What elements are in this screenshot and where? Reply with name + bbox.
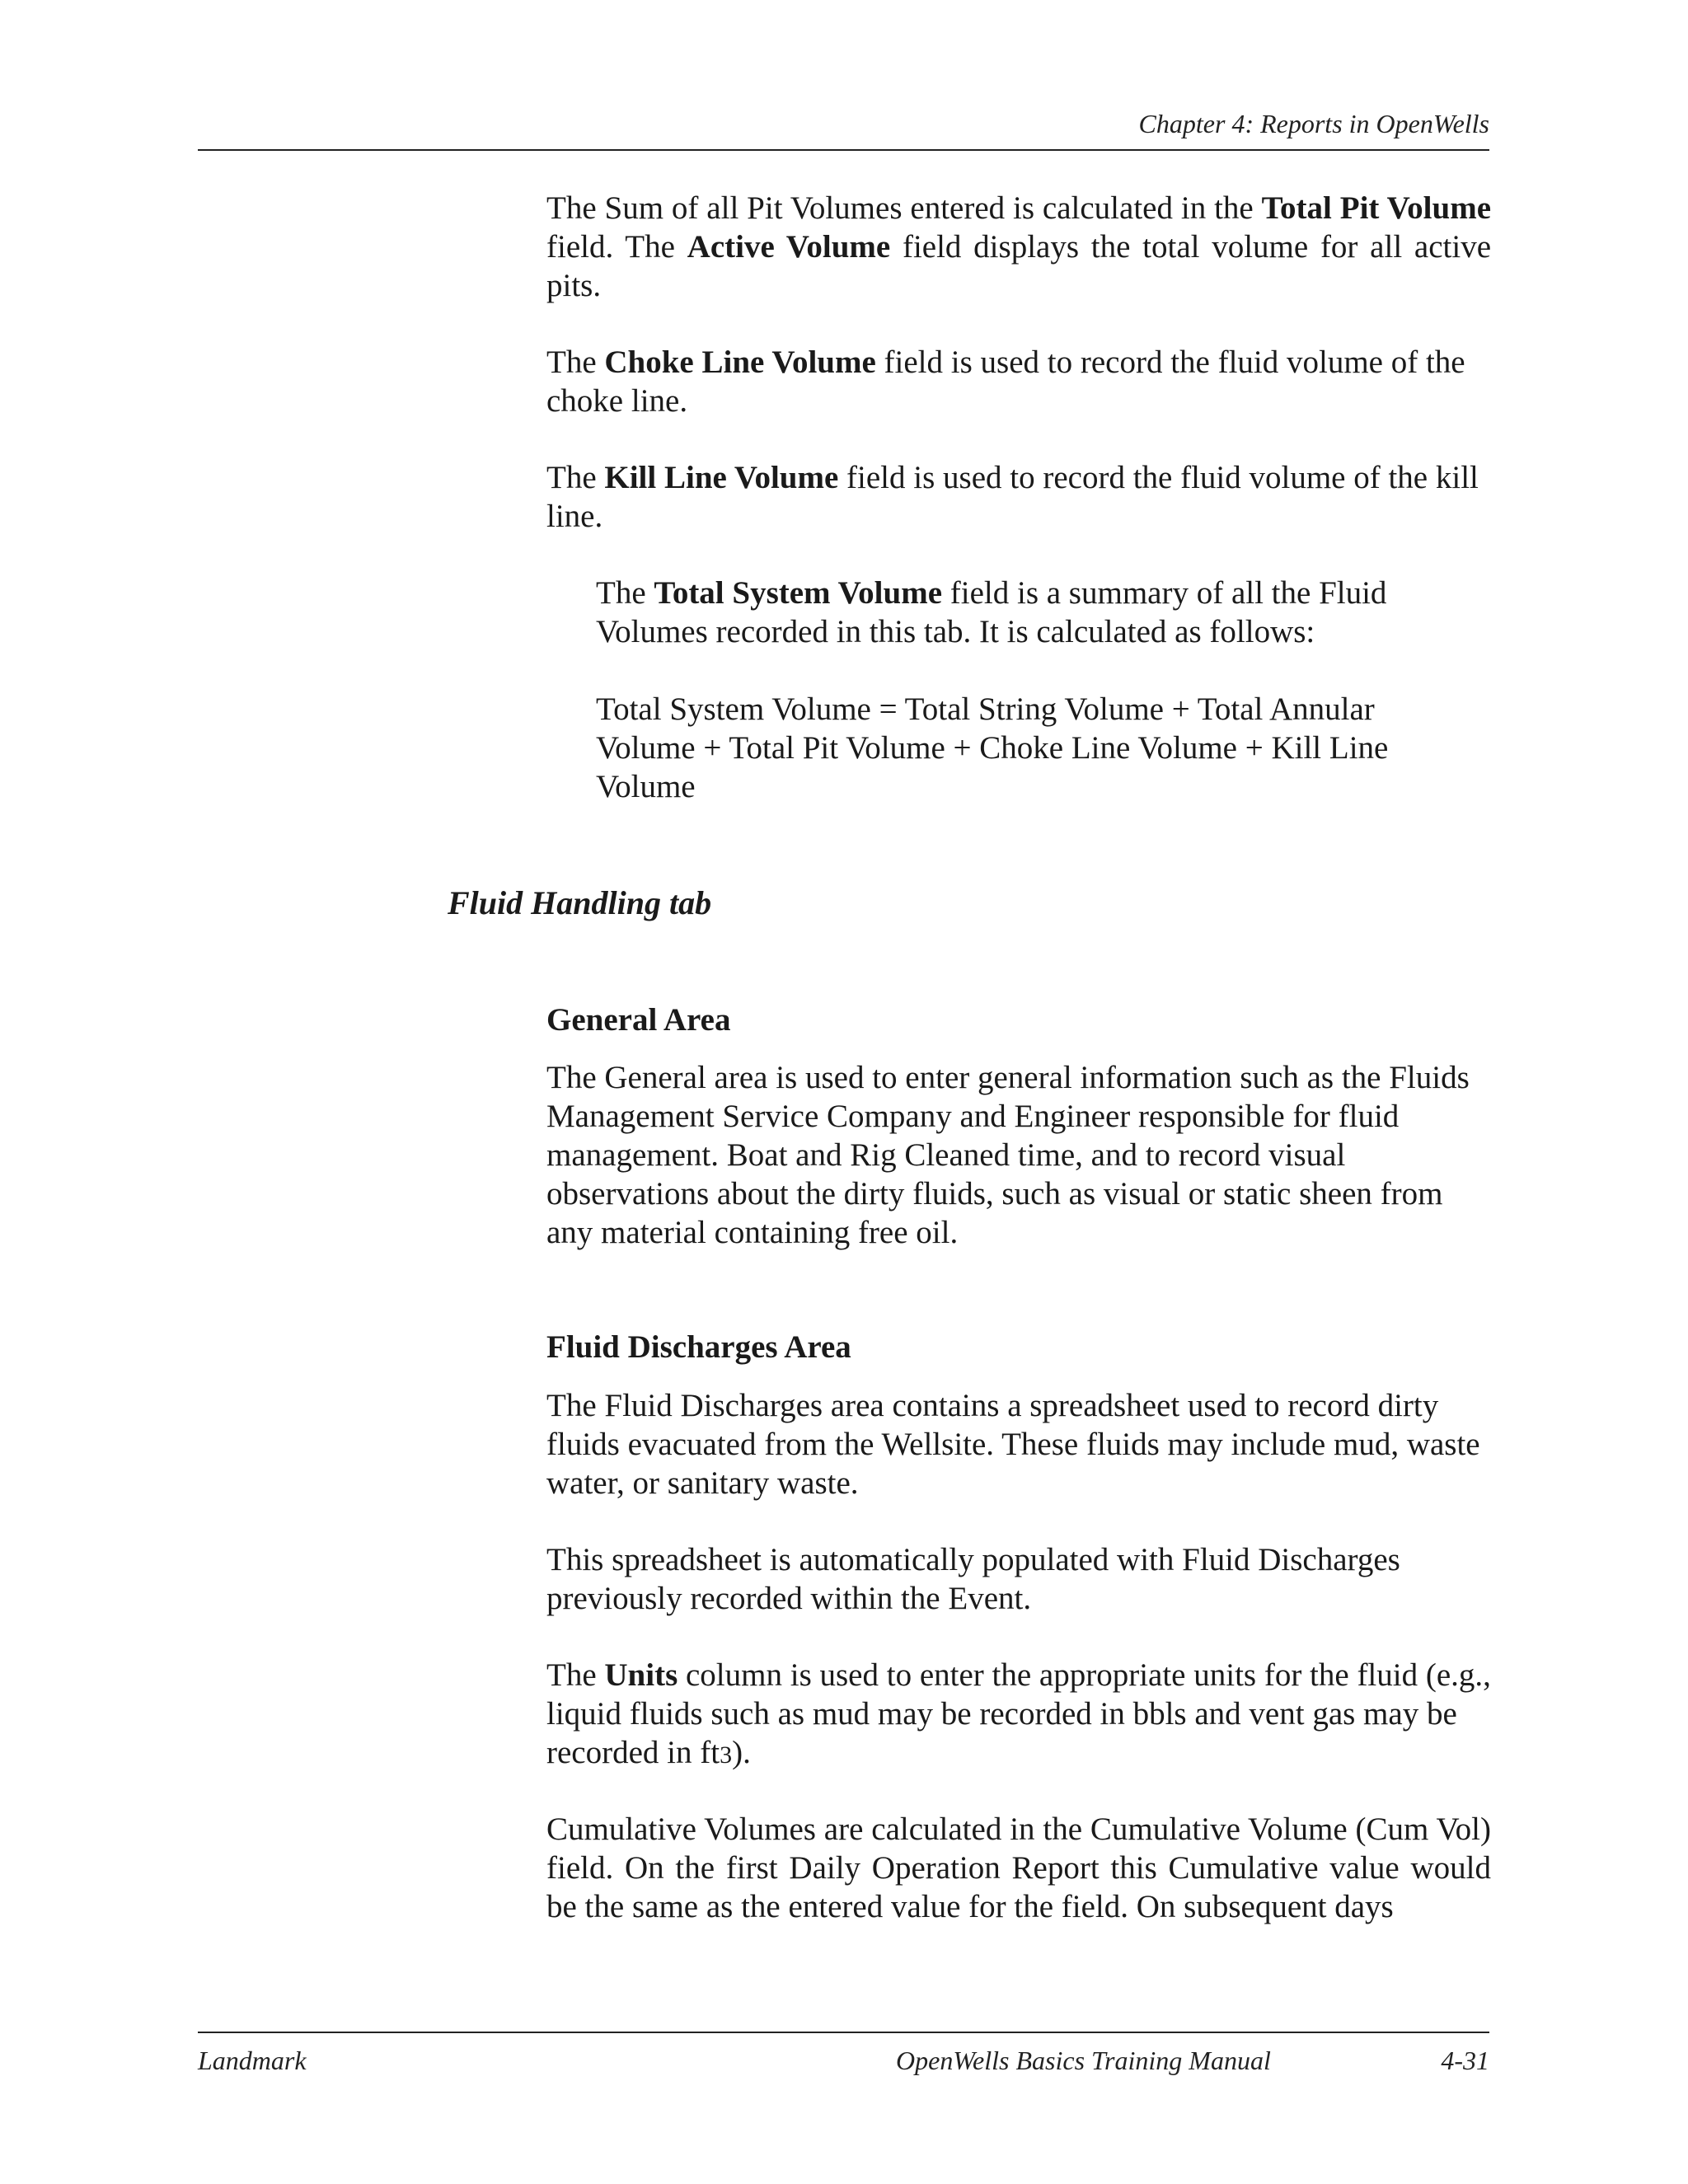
text-run: ). bbox=[732, 1735, 751, 1770]
text-run: field is a summary of all the Fluid Volumes recorded in this tab. It is calculated as follows: bbox=[596, 575, 1387, 649]
general-area-text: The General area is used to enter general information such as the Fluids Management Service Company and Engineer responsible for fluid management. Boat and Rig Cleaned time, and to record visual observations about the dirty fluids, such as visual or static sheen from any material containing free oil. bbox=[546, 1060, 1470, 1250]
paragraph-fluid-discharges bbox=[546, 1386, 1491, 1502]
term-units: Units bbox=[604, 1657, 678, 1693]
text-run: The Sum of all Pit Volumes entered is calculated in the bbox=[546, 190, 1262, 226]
cumulative-text: Cumulative Volumes are calculated in the Cumulative Volume (Cum Vol) field. On the first Daily Operation Report this Cumulative value would be the same as the entered value for the field. On subsequent days bbox=[546, 1811, 1491, 1924]
paragraph-spreadsheet-populated bbox=[546, 1540, 1491, 1618]
paragraph-total-pit-volume bbox=[546, 189, 1491, 305]
text-run: The bbox=[596, 575, 654, 611]
paragraph-cumulative-volumes bbox=[546, 1810, 1491, 1926]
paragraph-total-system-volume bbox=[596, 574, 1453, 651]
text-run: field displays the total volume for all active pits. bbox=[546, 229, 1491, 303]
text-run: field. The bbox=[546, 229, 687, 265]
text-run: column is used to enter the appropriate units for the fluid (e.g., liquid fluids such as mud may be recorded in bbls and vent gas may be recorded in ft bbox=[546, 1657, 1491, 1770]
text-run: field is used to record the fluid volume of the kill line. bbox=[546, 460, 1479, 534]
paragraph-general-area bbox=[546, 1058, 1491, 1252]
term-choke-line-volume: Choke Line Volume bbox=[604, 344, 876, 380]
text-run: The bbox=[546, 344, 605, 380]
paragraph-kill-line-volume bbox=[546, 458, 1491, 536]
text-run: The bbox=[546, 460, 605, 495]
section-title-fluid-handling: Fluid Handling tab bbox=[448, 884, 712, 921]
header-rule bbox=[198, 149, 1489, 151]
formula-total-system-volume bbox=[596, 690, 1453, 806]
term-kill-line-volume: Kill Line Volume bbox=[604, 460, 839, 495]
footer-rule bbox=[198, 2032, 1489, 2033]
term-total-system-volume: Total System Volume bbox=[654, 575, 943, 611]
page-number: 4-31 bbox=[1441, 2046, 1489, 2075]
superscript-3: 3 bbox=[720, 1741, 733, 1769]
text-run: field is used to record the fluid volume of the choke line. bbox=[546, 344, 1465, 419]
heading-general-area: General Area bbox=[546, 1002, 731, 1038]
running-header: Chapter 4: Reports in OpenWells bbox=[1138, 109, 1489, 138]
fluid-discharges-text: The Fluid Discharges area contains a spreadsheet used to record dirty fluids evacuated from the Wellsite. These fluids may include mud, waste water, or sanitary waste. bbox=[546, 1388, 1480, 1501]
footer-manual-title: OpenWells Basics Training Manual bbox=[896, 2046, 1271, 2075]
text-run: The bbox=[546, 1657, 605, 1693]
footer-publisher: Landmark bbox=[198, 2046, 307, 2075]
heading-fluid-discharges-area: Fluid Discharges Area bbox=[546, 1329, 851, 1365]
term-active-volume: Active Volume bbox=[687, 229, 891, 265]
paragraph-units-column bbox=[546, 1656, 1491, 1774]
term-total-pit-volume: Total Pit Volume bbox=[1261, 190, 1491, 226]
paragraph-choke-line-volume bbox=[546, 343, 1491, 420]
formula-text: Total System Volume = Total String Volume + Total Annular Volume + Total Pit Volume + Choke Line Volume + Kill Line Volume bbox=[596, 691, 1389, 804]
spreadsheet-text: This spreadsheet is automatically populated with Fluid Discharges previously recorded within the Event. bbox=[546, 1542, 1400, 1616]
